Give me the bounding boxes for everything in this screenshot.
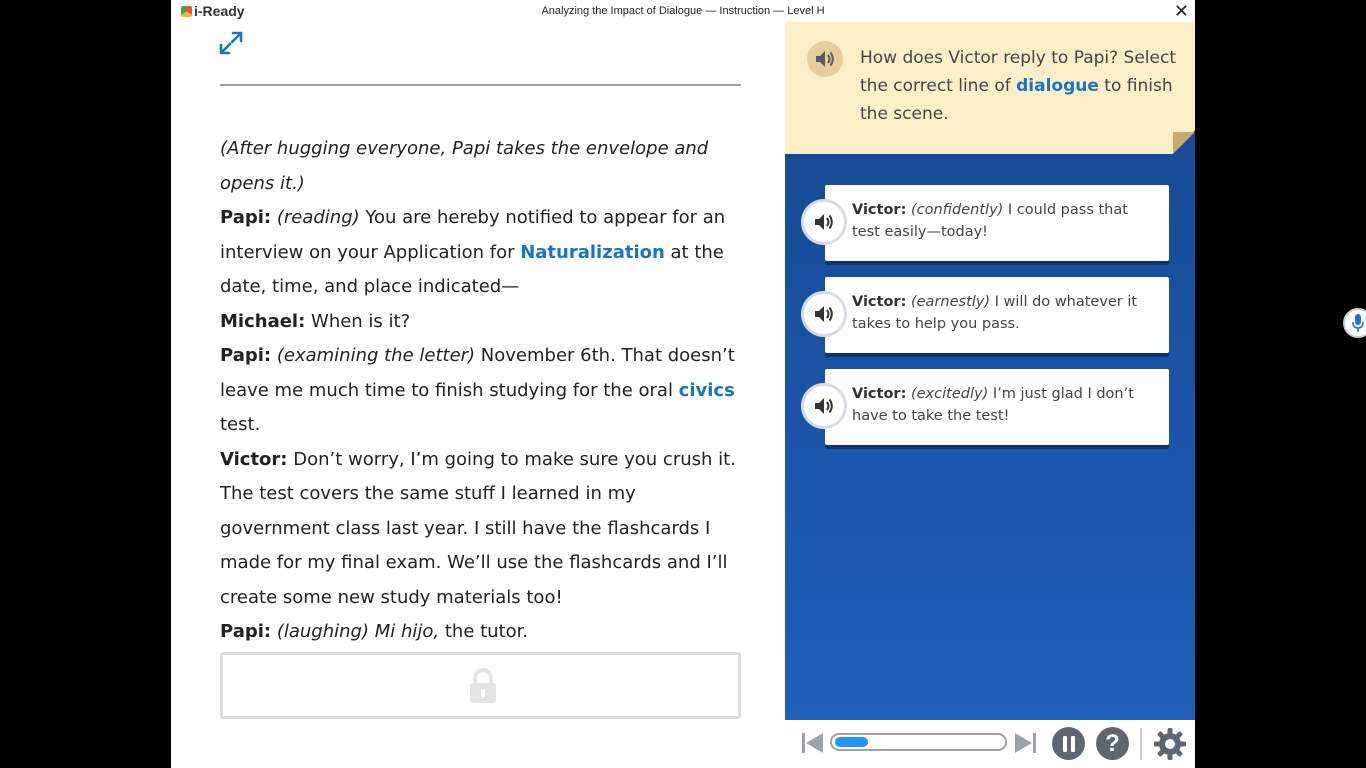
speaker-icon [814,305,834,323]
logo-text: i-Ready [194,3,245,19]
speaker-name: Victor: [852,202,907,218]
page-fold [1173,132,1195,154]
answer-choice-2[interactable] [825,277,1169,353]
prompt-text: How does Victor reply to Papi? Select the correct line of [860,48,1177,96]
vocab-word-dialogue[interactable]: dialogue [1016,76,1099,96]
stage-direction: (excitedly) [910,386,989,402]
choice-text [852,383,1157,427]
line-text: I’m just glad I don’t have to take the test! [852,386,1134,424]
line-text: Don’t worry, I’m going to make sure you crush it. The test covers the same stuff I learned in my government class last year. I still have the flashcards I made for my final exam. We’ll use the flashcards and I’ll create some new study materials too! [220,448,736,608]
answer-choice-3[interactable] [825,369,1169,445]
question-prompt [860,44,1180,128]
stage-direction: (After hugging everyone, Papi takes the envelope and opens it.) [220,138,709,194]
question-pane [785,22,1195,720]
settings-gear-icon[interactable] [1153,727,1187,761]
pause-icon [1062,735,1076,753]
line-text: You are hereby notified to appear for an interview on your Application for [220,207,726,263]
choice-audio-button[interactable] [801,199,847,245]
speaker-name: Papi: [220,207,272,228]
progress-bar[interactable] [830,733,1007,751]
scene-script [220,132,750,650]
dialogue-line [220,201,750,305]
previous-button[interactable] [801,732,825,754]
answer-choice-1[interactable] [825,185,1169,261]
close-button[interactable]: ✕ [1173,1,1189,21]
line-text: I could pass that test easily—today! [852,202,1128,240]
stage-direction: (laughing) Mi hijo, [276,621,440,642]
speaker-icon [814,213,834,231]
choice-audio-button[interactable] [801,383,847,429]
stage-direction: (examining the letter) [276,345,476,366]
speaker-name: Papi: [220,345,272,366]
dialogue-line [220,615,750,650]
pause-button[interactable] [1052,727,1085,760]
dialogue-line [220,305,750,340]
help-button[interactable]: ? [1096,727,1129,760]
speaker-name: Papi: [220,621,272,642]
next-button[interactable] [1013,732,1037,754]
speaker-name: Victor: [220,448,288,470]
prompt-audio-button[interactable] [807,41,843,77]
stage-direction: (reading) [276,207,360,228]
playback-controls [785,720,1195,768]
speaker-name: Victor: [852,294,907,310]
line-text: November 6th. That doesn’t leave me much time to finish studying for the oral [220,345,735,401]
line-text: at the date, time, and place indicated— [220,241,724,297]
controls-divider [1140,728,1142,760]
progress-fill [835,737,868,747]
choice-text [852,291,1157,335]
prompt-text: to finish the scene. [860,76,1173,124]
app-window [171,0,1195,768]
speaker-name: Victor: [852,386,907,402]
answer-blank-box [220,652,741,719]
mic-glyph [1351,313,1365,333]
vocab-word-civics[interactable]: civics [678,379,735,401]
line-text: I will do whatever it takes to help you pass. [852,294,1138,332]
dialogue-line [220,443,750,616]
stage-direction: (earnestly) [910,294,991,310]
expand-icon[interactable] [218,30,244,56]
choice-audio-button[interactable] [801,291,847,337]
reading-pane [171,22,785,768]
vocab-word-naturalization[interactable]: Naturalization [520,241,665,263]
microphone-icon[interactable] [1343,308,1366,338]
window-title: Analyzing the Impact of Dialogue — Instruction — Level H [541,5,825,17]
line-text: When is it? [305,310,411,332]
choice-text [852,199,1157,243]
speaker-icon [814,397,834,415]
divider-rule [220,84,741,86]
line-text: the tutor. [439,621,529,642]
stage-direction: (confidently) [910,202,1004,218]
lock-icon [468,667,498,705]
dialogue-line [220,339,750,443]
title-bar [171,0,1195,22]
speaker-icon [815,50,835,68]
speaker-name: Michael: [220,310,306,332]
line-text: test. [220,414,261,435]
